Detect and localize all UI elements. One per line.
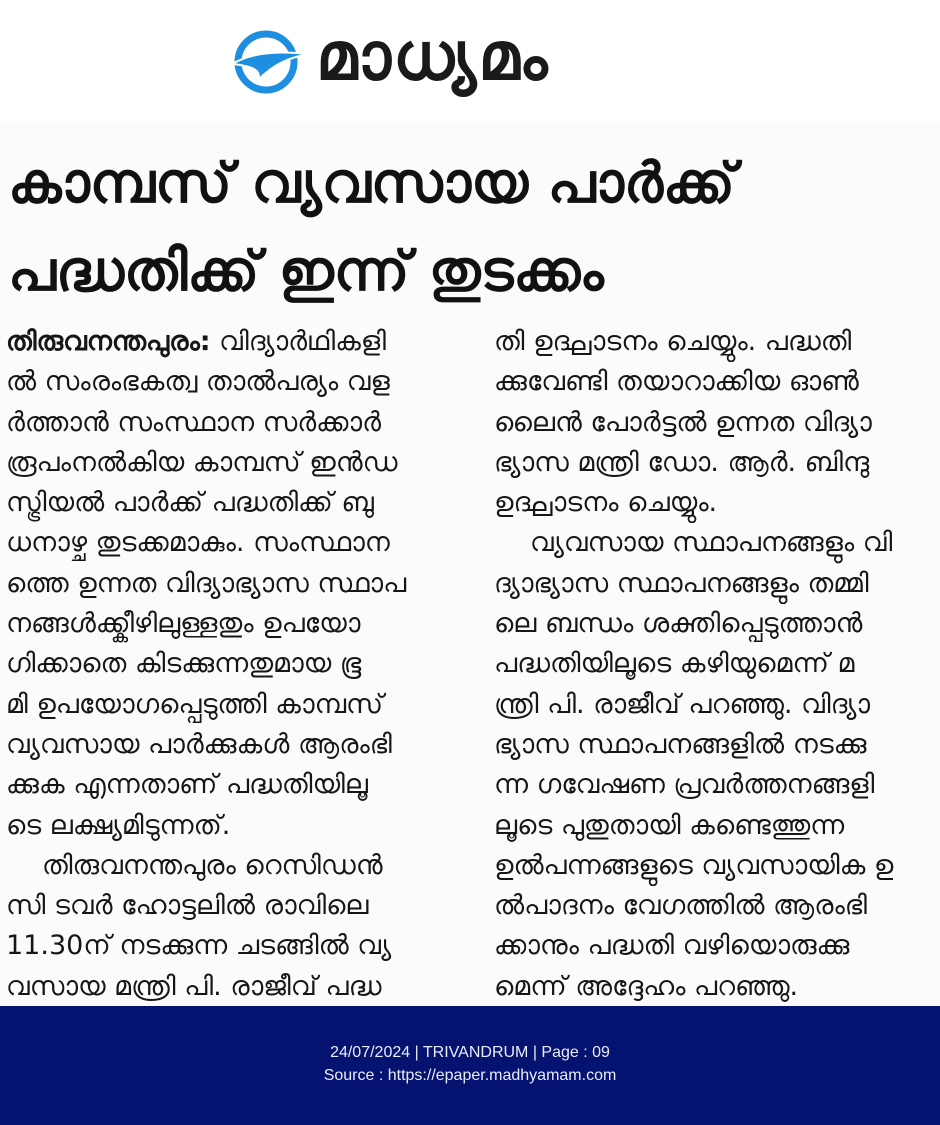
article-line: ക്കുവേണ്ടി തയാറാക്കിയ ഓൺ — [494, 366, 859, 398]
article-line: തിരുവനന്തപുരം റെസിഡൻ — [42, 849, 383, 881]
bird-logo-icon — [228, 24, 310, 100]
footer-date-edition-page: 24/07/2024 | TRIVANDRUM | Page : 09 — [330, 1044, 610, 1061]
article-line: ലൂടെ പുതുതായി കണ്ടെത്തുന്ന — [494, 809, 845, 841]
article-column-left — [6, 322, 446, 1007]
headline-line-2: പദ്ധതിക്ക് ഇന്ന് തുടക്കം — [8, 239, 604, 304]
article-line: നങ്ങൾക്ക്കീഴിലുള്ളതും ഉപയോ — [6, 608, 361, 640]
article-line-text: വിദ്യാർഥികളി — [210, 326, 387, 357]
article-line: ക്കാനും പദ്ധതി വഴിയൊരുക്കു — [494, 930, 850, 962]
article-line: ദ്യാഭ്യാസ സ്ഥാപനങ്ങളും തമ്മി — [494, 567, 869, 599]
article-line: ർത്താൻ സംസ്ഥാന സർക്കാർ — [6, 406, 381, 438]
article-line — [6, 322, 446, 362]
article-line: ധനാഴ്ച തുടക്കമാകും. സംസ്ഥാന — [6, 527, 390, 559]
article-line: മെന്ന് അദ്ദേഹം പറഞ്ഞു. — [494, 970, 799, 1002]
article-line: വ്യവസായ സ്ഥാപനങ്ങളും വി — [530, 527, 893, 559]
masthead — [228, 0, 713, 122]
article-line: ലെ ബന്ധം ശക്തിപ്പെടുത്താൻ — [494, 608, 863, 640]
article-line: ഭ്യാസ സ്ഥാപനങ്ങളിൽ നടക്കു — [494, 728, 867, 760]
article-line: ലൈൻ പോർട്ടൽ ഉന്നത വിദ്യാ — [494, 406, 872, 438]
article-line: സ്ട്രിയൽ പാർക്ക് പദ്ധതിക്ക് ബു — [6, 487, 374, 519]
article-column-right — [494, 322, 934, 1007]
article-line: മി ഉപയോഗപ്പെടുത്തി കാമ്പസ് — [6, 688, 384, 720]
article-line: ന്ത്രി പി. രാജീവ് പറഞ്ഞു. വിദ്യാ — [494, 688, 871, 720]
article-line: ൽ സംരംഭകത്വ താൽപര്യം വള — [6, 366, 390, 398]
dateline: തിരുവനന്തപുരം: — [6, 326, 211, 357]
footer-source: Source : https://epaper.madhyamam.com — [323, 1067, 617, 1084]
article-line: വ്യവസായ പാർക്കുകൾ ആരംഭി — [6, 728, 392, 760]
masthead-title: മാധ്യമം — [316, 18, 550, 95]
article-line: പദ്ധതിയിലൂടെ കഴിയുമെന്ന് മ — [494, 648, 855, 680]
headline — [8, 140, 933, 316]
article-line: തി ഉദ്ഘാടനം ചെയ്യും. പദ്ധതി — [494, 326, 852, 357]
article-line: വസായ മന്ത്രി പി. രാജീവ് പദ്ധ — [6, 970, 382, 1002]
footer-bar — [0, 1006, 940, 1125]
article-line: ഗിക്കാതെ കിടക്കുന്നതുമായ ഭൂ — [6, 648, 362, 680]
article-line: ൽപാദനം വേഗത്തിൽ ആരംഭി — [494, 890, 867, 922]
article-line: ഉൽപന്നങ്ങളുടെ വ്യവസായിക ഉ — [494, 849, 894, 881]
article-line: ടെ ലക്ഷ്യമിടുന്നത്. — [6, 809, 231, 841]
article-line: ഉദ്ഘാടനം ചെയ്യും. — [494, 487, 718, 519]
article-line: 11.30ന് നടക്കുന്ന ചടങ്ങിൽ വ്യ — [6, 930, 392, 962]
article-line: ത്തെ ഉന്നത വിദ്യാഭ്യാസ സ്ഥാപ — [6, 567, 407, 599]
article-line: ഭ്യാസ മന്ത്രി ഡോ. ആർ. ബിന്ദു — [494, 446, 870, 478]
article-line: ക്കുക എന്നതാണ് പദ്ധതിയിലൂ — [6, 769, 368, 801]
article-line: രൂപംനൽകിയ കാമ്പസ് ഇൻഡ — [6, 446, 398, 478]
headline-line-1: കാമ്പസ് വ്യവസായ പാർക്ക് — [8, 151, 735, 216]
article-line: സി ടവർ ഹോട്ടലിൽ രാവിലെ — [6, 890, 369, 922]
article-line: ന്ന ഗവേഷണ പ്രവർത്തനങ്ങളി — [494, 769, 875, 801]
